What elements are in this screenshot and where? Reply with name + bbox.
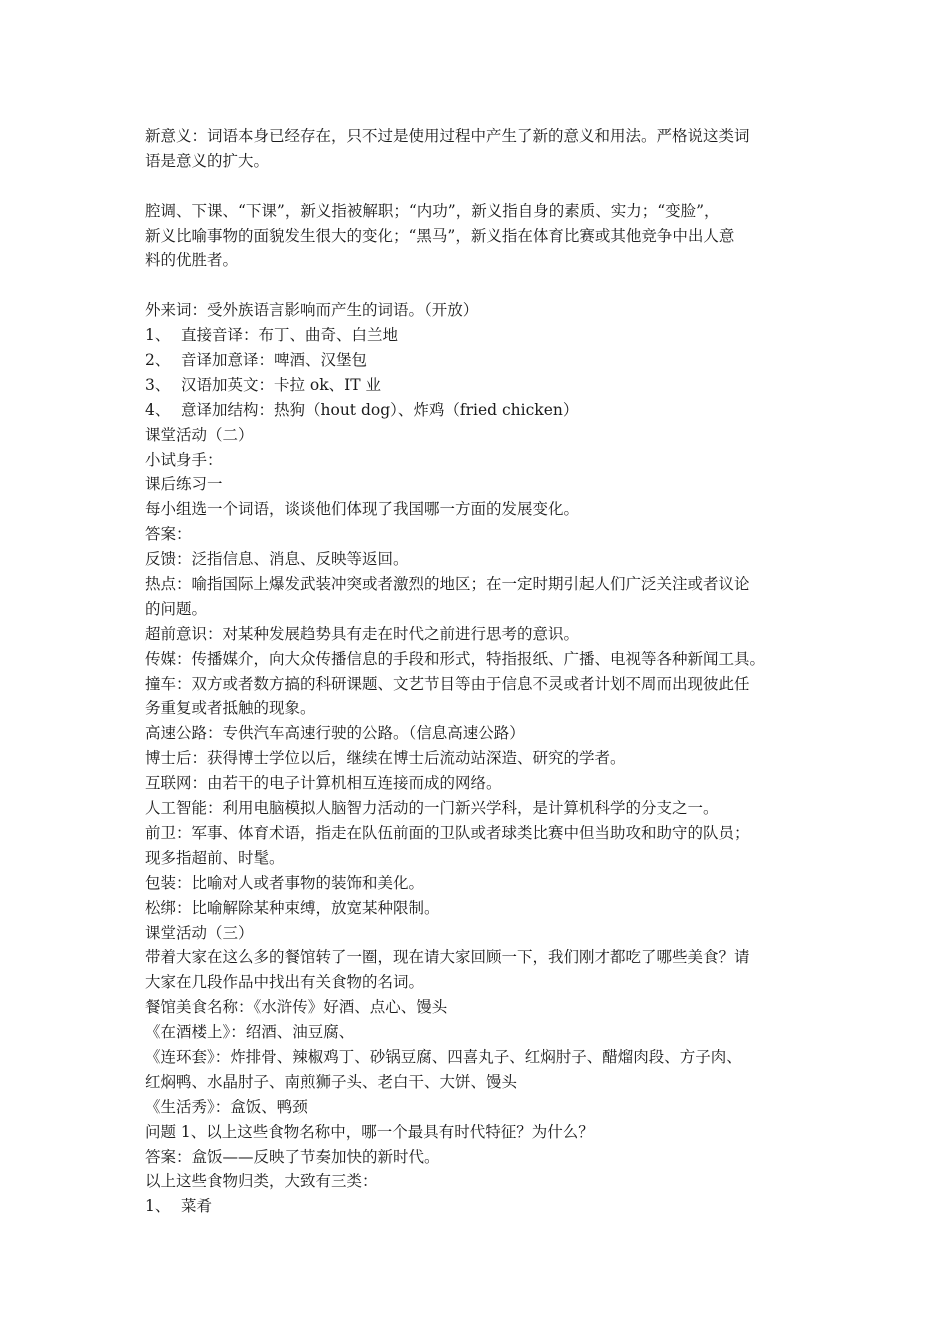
body-line: 现多指超前、时髦。: [145, 848, 285, 867]
paragraph-line: 腔调、下课、“下课”，新义指被解职；“内功”，新义指自身的素质、实力；“变脸”，: [145, 201, 720, 220]
paragraph-line: 新意义：词语本身已经存在，只不过是使用过程中产生了新的意义和用法。严格说这类词: [145, 127, 750, 145]
body-line: 传媒：传播媒介，向大众传播信息的手段和形式，特指报纸、广播、电视等各种新闻工具。: [145, 649, 766, 668]
body-line: 《生活秀》：盒饭、鸭颈: [145, 1097, 308, 1116]
body-line: 互联网：由若干的电子计算机相互连接而成的网络。: [145, 774, 502, 793]
paragraph-line: 新义比喻事物的面貌发生很大的变化；“黑马”，新义指在体育比赛或其他竞争中出人意: [145, 226, 735, 245]
loanwords-heading: 外来词：受外族语言影响而产生的词语。（开放）: [145, 301, 479, 320]
body-line: 高速公路：专供汽车高速行驶的公路。（信息高速公路）: [145, 724, 525, 743]
list-item: [145, 348, 815, 373]
list-item: [145, 1194, 815, 1219]
body-line: 答案：: [145, 525, 192, 544]
list-text: 菜肴: [181, 1197, 213, 1216]
list-item: [145, 373, 815, 398]
body-line: 小试身手：: [145, 450, 223, 469]
body-line: 松绑：比喻解除某种束缚，放宽某种限制。: [145, 898, 440, 917]
paragraph-line: 语是意义的扩大。: [145, 151, 270, 170]
body-line: 问题 1、以上这些食物名称中，哪一个最具有时代特征？为什么？: [145, 1122, 594, 1141]
body-line: 反馈：泛指信息、消息、反映等返回。: [145, 550, 409, 569]
body-line: 《在酒楼上》：绍酒、油豆腐、: [145, 1023, 355, 1042]
body-text: [145, 423, 815, 1195]
list-text: 意译加结构：热狗（hout dog）、炸鸡（fried chicken）: [181, 400, 579, 419]
body-line: 课后练习一: [145, 475, 223, 494]
body-line: 人工智能：利用电脑模拟人脑智力活动的一门新兴学科，是计算机科学的分支之一。: [145, 799, 719, 818]
body-line: 撞车：双方或者数方搞的科研课题、文艺节目等由于信息不灵或者计划不周而出现彼此任: [145, 674, 750, 693]
body-line: 包装：比喻对人或者事物的装饰和美化。: [145, 873, 425, 892]
body-line: 前卫：军事、体育术语，指走在队伍前面的卫队或者球类比赛中但当助攻和助守的队员；: [145, 823, 750, 842]
list-number: 2、: [145, 351, 171, 370]
paragraph-gap: [145, 174, 815, 199]
body-line: 大家在几段作品中找出有关食物的名词。: [145, 973, 425, 992]
body-line: 热点：喻指国际上爆发武装冲突或者激烈的地区；在一定时期引起人们广泛关注或者议论: [145, 575, 750, 594]
list-text: 直接音译：布丁、曲奇、白兰地: [181, 326, 399, 345]
body-line: 餐馆美食名称：《水浒传》好酒、点心、馒头: [145, 998, 448, 1017]
body-line: 以上这些食物归类，大致有三类：: [145, 1172, 378, 1191]
document-page: [145, 124, 815, 1219]
paragraph-gap: [145, 273, 815, 298]
body-line: 每小组选一个词语，谈谈他们体现了我国哪一方面的发展变化。: [145, 500, 580, 519]
list-number: 1、: [145, 1197, 171, 1216]
list-number: 4、: [145, 400, 171, 419]
body-line: 带着大家在这么多的餐馆转了一圈，现在请大家回顾一下，我们刚才都吃了哪些美食？请: [145, 948, 750, 967]
paragraph-line: 料的优胜者。: [145, 251, 239, 270]
list-item: [145, 323, 815, 348]
list-text: 音译加意译：啤酒、汉堡包: [181, 351, 368, 370]
body-line: 答案：盒饭——反映了节奏加快的新时代。: [145, 1147, 440, 1166]
body-line: 课堂活动（二）: [145, 425, 254, 444]
list-number: 1、: [145, 326, 171, 345]
list-number: 3、: [145, 375, 171, 394]
body-line: 超前意识：对某种发展趋势具有走在时代之前进行思考的意识。: [145, 624, 580, 643]
body-line: 博士后：获得博士学位以后，继续在博士后流动站深造、研究的学者。: [145, 749, 626, 768]
list-text: 汉语加英文：卡拉 ok、IT 业: [181, 375, 382, 394]
body-line: 的问题。: [145, 599, 208, 618]
body-line: 务重复或者抵触的现象。: [145, 699, 316, 718]
body-line: 课堂活动（三）: [145, 923, 254, 942]
list-item: [145, 398, 815, 423]
body-line: 《连环套》：炸排骨、辣椒鸡丁、砂锅豆腐、四喜丸子、红焖肘子、醋熘肉段、方子肉、: [145, 1047, 742, 1066]
body-line: 红焖鸭、水晶肘子、南煎狮子头、老白干、大饼、馒头: [145, 1072, 518, 1091]
